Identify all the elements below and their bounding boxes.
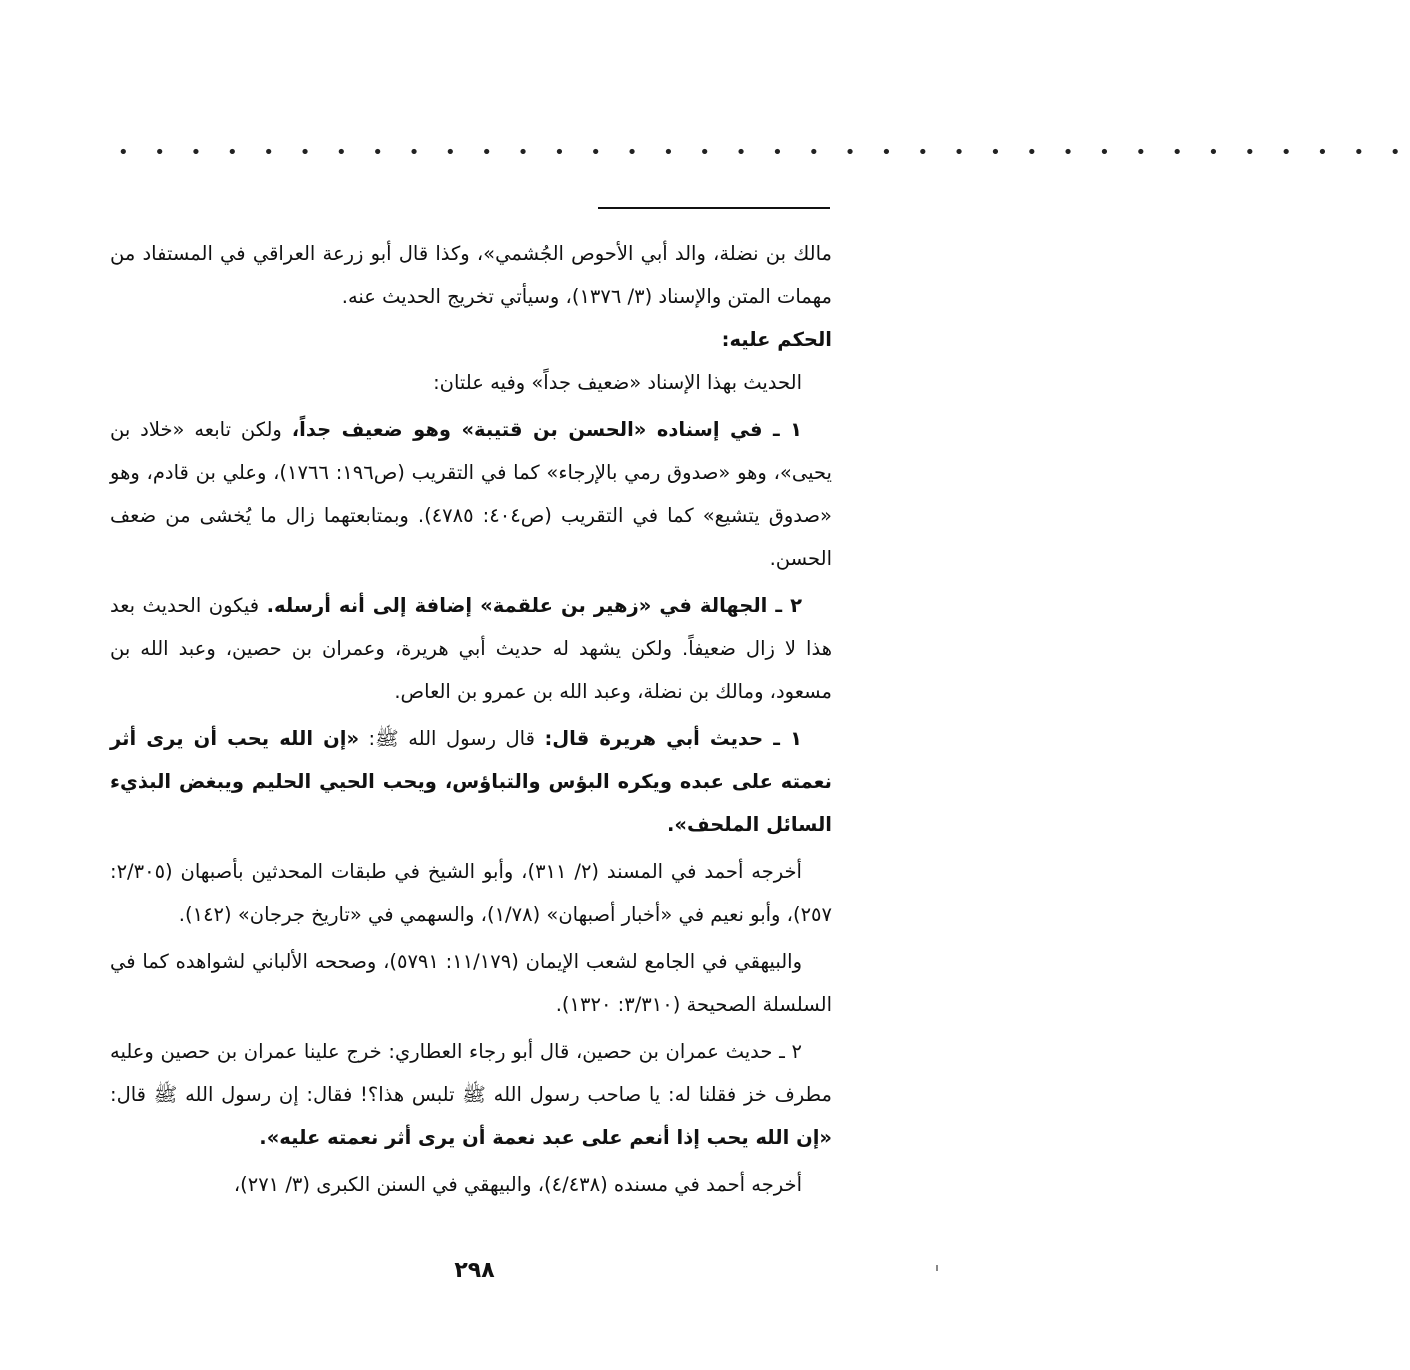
ruling-heading: الحكم عليه: bbox=[721, 328, 832, 351]
section-separator-dots: • • • • • • • • • • • • • • • • • • • • • • • • • • • • • • • • • • • • bbox=[118, 142, 1410, 163]
witness-imran-quote: «إن الله يحب إذا أنعم على عبد نعمة أن يرى أثر نعمته عليه». bbox=[259, 1126, 832, 1149]
witness-imran-takhrij: أخرجه أحمد في مسنده (٤/٤٣٨)، والبيهقي في السنن الكبرى (٣/ ٢٧١)، bbox=[233, 1173, 802, 1196]
witness-abu-hurayra-lead: ١ ـ حديث أبي هريرة قال: bbox=[544, 727, 802, 750]
ruling-cause-2-text: فيكون الحديث بعد هذا لا زال ضعيفاً. ولكن يشهد له حديث أبي هريرة، وعمران بن حصين، وعبد الله بن مسعود، ومالك بن نضلة، وعبد الله بن عمرو بن العاص. bbox=[110, 594, 832, 703]
witness-abu-hurayra-quote: «إن الله يحب أن يرى أثر نعمته على عبده ويكره البؤس والتباؤس، ويحب الحيي الحليم ويبغض البذيء السائل الملحف». bbox=[110, 727, 832, 836]
ruling-cause-1-text: ولكن تابعه «خلاد بن يحيى»، وهو «صدوق رمي بالإرجاء» كما في التقريب (ص١٩٦: ١٧٦٦)، وعلي بن قادم، وهو «صدوق يتشيع» كما في التقريب (ص٤٠٤: ٤٧٨٥). وبمتابعتهما زال ما يُخشى من ضعف الحسن. bbox=[110, 418, 832, 570]
footnote-continuation: مالك بن نضلة، والد أبي الأحوص الجُشمي»، وكذا قال أبو زرعة العراقي في المستفاد من مهمات المتن والإسناد (٣/ ١٣٧٦)، وسيأتي تخريج الحديث عنه. bbox=[110, 242, 832, 308]
witness-abu-hurayra-takhrij-2: والبيهقي في الجامع لشعب الإيمان (١١/١٧٩: ٥٧٩١)، وصححه الألباني لشواهده كما في السلسلة الصحيحة (٣/٣١٠: ١٣٢٠). bbox=[110, 950, 832, 1016]
witness-imran-text: ٢ ـ حديث عمران بن حصين، قال أبو رجاء العطاري: خرج علينا عمران بن حصين وعليه مطرف خز فقلنا له: يا صاحب رسول الله ﷺ تلبس هذا؟! فقال: إن رسول الله ﷺ قال: bbox=[110, 1040, 832, 1106]
ruling-cause-2 bbox=[110, 584, 832, 713]
ruling-cause-1-lead: ١ ـ في إسناده «الحسن بن قتيبة» وهو ضعيف جداً، bbox=[291, 418, 802, 441]
witness-imran bbox=[110, 1030, 832, 1159]
page-number: ٢٩٨ bbox=[454, 1258, 495, 1283]
page-body bbox=[110, 232, 832, 1206]
ruling-cause-1 bbox=[110, 408, 832, 580]
witness-abu-hurayra-takhrij-1: أخرجه أحمد في المسند (٢/ ٣١١)، وأبو الشيخ في طبقات المحدثين بأصبهان (٢/٣٠٥: ٢٥٧)، وأبو نعيم في «أخبار أصبهان» (١/٧٨)، والسهمي في «تاريخ جرجان» (١٤٢). bbox=[110, 860, 832, 926]
witness-abu-hurayra bbox=[110, 717, 832, 846]
ruling-intro: الحديث بهذا الإسناد «ضعيف جداً» وفيه علتان: bbox=[433, 371, 802, 394]
ruling-cause-2-lead: ٢ ـ الجهالة في «زهير بن علقمة» إضافة إلى أنه أرسله. bbox=[266, 594, 803, 617]
witness-abu-hurayra-chain: قال رسول الله ﷺ: bbox=[359, 727, 545, 750]
footnote-divider bbox=[598, 207, 830, 209]
page-edge-mark bbox=[936, 1265, 938, 1271]
